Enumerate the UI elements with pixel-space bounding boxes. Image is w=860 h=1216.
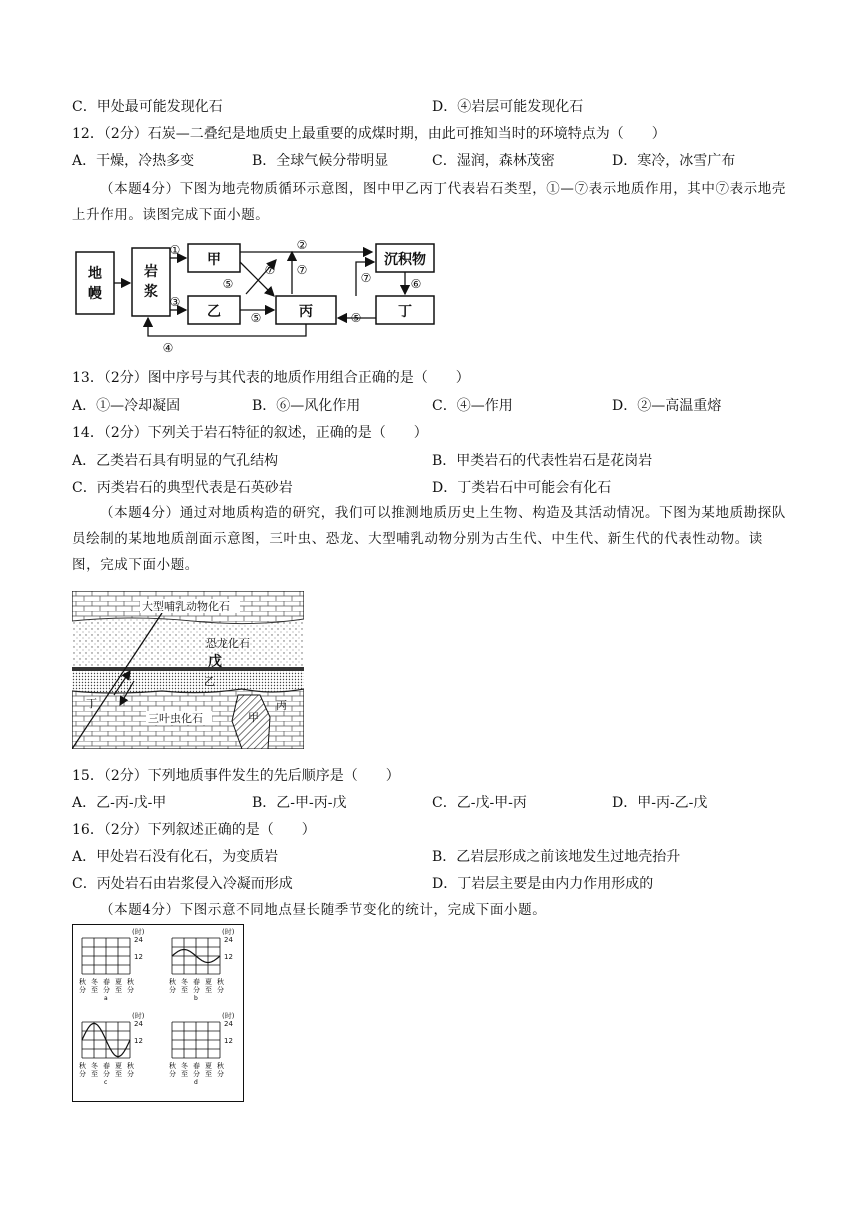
trilobite-fossil-label: 三叶虫化石 (148, 712, 203, 725)
process-5b-label: ⑤ (250, 311, 262, 325)
y-tick-24: 24 (134, 1020, 143, 1028)
x-tick-top: 夏 (205, 1062, 212, 1070)
x-tick-top: 夏 (205, 978, 212, 986)
q15-option-a: A．乙-丙-戊-甲 (72, 795, 167, 811)
x-tick-bottom: 分 (79, 986, 86, 994)
x-tick-bottom: 至 (181, 986, 188, 994)
x-tick-top: 秋 (127, 1062, 134, 1070)
process-5a-label: ⑤ (222, 277, 234, 291)
x-tick-bottom: 至 (205, 986, 212, 994)
x-tick-top: 春 (193, 978, 200, 986)
unit-label: (时) (222, 928, 235, 936)
mantle-box (76, 252, 114, 314)
y-tick-12: 12 (224, 1037, 233, 1045)
q16-option-a: A．甲处岩石没有化石，为变质岩 (72, 849, 279, 865)
x-tick-top: 冬 (181, 1062, 188, 1070)
jia-rock-label: 甲 (248, 711, 259, 724)
x-tick-top: 冬 (181, 978, 188, 986)
group1-intro: （本题4分）下图为地壳物质循环示意图，图中甲乙丙丁代表岩石类型，①—⑦表示地质作用，其中⑦表示地壳上升作用。读图完成下面小题。 (72, 181, 786, 223)
magma-box (132, 248, 170, 316)
process-7a-label: ⑦ (264, 263, 276, 277)
ding-layer-label: 丁 (86, 697, 97, 710)
q12-stem: 12．（2分）石炭—二叠纪是地质史上最重要的成煤时期，由此可推知当时的环境特点为（ ） (72, 126, 666, 142)
panel-letter: a (104, 995, 108, 1002)
day-length-charts (72, 924, 244, 1102)
q14-stem: 14．（2分）下列关于岩石特征的叙述，正确的是（ ） (72, 425, 428, 441)
mantle-label-1: 地 (88, 266, 102, 282)
process-7b-label: ⑦ (296, 263, 308, 277)
x-tick-bottom: 至 (205, 1070, 212, 1078)
x-tick-top: 秋 (79, 978, 86, 986)
x-tick-top: 夏 (115, 978, 122, 986)
x-tick-bottom: 分 (217, 1070, 224, 1078)
process-4-label: ④ (162, 341, 174, 355)
x-tick-top: 夏 (115, 1062, 122, 1070)
x-tick-top: 冬 (91, 978, 98, 986)
q16-option-d: D．丁岩层主要是由内力作用形成的 (432, 876, 654, 892)
q13-option-a: A．①—冷却凝固 (72, 398, 181, 414)
x-tick-top: 秋 (217, 1062, 224, 1070)
y-tick-12: 12 (134, 1037, 143, 1045)
x-tick-top: 秋 (79, 1062, 86, 1070)
group2-intro: （本题4分）通过对地质构造的研究，我们可以推测地质历史上生物、构造及其活动情况。下图为某地质勘探队员绘制的某地地质剖面示意图，三叶虫、恐龙、大型哺乳动物分别为古生代、中生代、新生代的代表性动物。读图，完成下面小题。 (72, 505, 786, 573)
group3-intro: （本题4分）下图示意不同地点昼长随季节变化的统计，完成下面小题。 (100, 902, 547, 918)
x-tick-top: 春 (193, 1062, 200, 1070)
q14-option-d: D．丁类岩石中可能会有化石 (432, 480, 612, 496)
magma-label-1: 岩 (144, 264, 158, 280)
x-tick-top: 秋 (169, 978, 176, 986)
q15-option-d: D．甲-丙-乙-戊 (612, 795, 708, 811)
x-tick-bottom: 分 (103, 1070, 110, 1078)
process-7c-label: ⑦ (360, 271, 372, 285)
q11-option-c: C．甲处最可能发现化石 (72, 99, 223, 115)
q13-option-c: C．④—作用 (432, 398, 513, 414)
process-5c-label: ⑤ (350, 311, 362, 325)
process-3-label: ③ (169, 295, 181, 309)
q15-option-c: C．乙-戊-甲-丙 (432, 795, 527, 811)
x-tick-bottom: 分 (193, 986, 200, 994)
x-tick-top: 秋 (217, 978, 224, 986)
mantle-label-2: 幔 (88, 286, 102, 302)
jia-label: 甲 (207, 252, 221, 268)
process-2-label: ② (296, 240, 308, 252)
q12-option-d: D．寒冷，冰雪广布 (612, 153, 736, 169)
yi-layer-label: 乙 (204, 675, 215, 688)
y-tick-24: 24 (224, 1020, 233, 1028)
q12-option-c: C．湿润，森林茂密 (432, 153, 555, 169)
unit-label: (时) (132, 928, 145, 936)
yi-label: 乙 (207, 304, 221, 320)
x-tick-top: 春 (103, 978, 110, 986)
x-tick-bottom: 分 (127, 986, 134, 994)
x-tick-bottom: 至 (181, 1070, 188, 1078)
x-tick-bottom: 至 (115, 1070, 122, 1078)
y-tick-24: 24 (134, 936, 143, 944)
x-tick-top: 冬 (91, 1062, 98, 1070)
q16-option-b: B．乙岩层形成之前该地发生过地壳抬升 (432, 849, 681, 865)
mammal-fossil-label: 大型哺乳动物化石 (142, 600, 230, 613)
wu-label: 戊 (208, 654, 222, 670)
geologic-section-diagram (72, 591, 304, 749)
y-tick-24: 24 (224, 936, 233, 944)
x-tick-bottom: 分 (169, 1070, 176, 1078)
dinosaur-fossil-label: 恐龙化石 (206, 637, 250, 650)
x-tick-bottom: 分 (79, 1070, 86, 1078)
x-tick-top: 春 (103, 1062, 110, 1070)
panel-letter: c (104, 1079, 108, 1086)
process-1-label: ① (169, 243, 181, 257)
unit-label: (时) (222, 1012, 235, 1020)
x-tick-top: 秋 (169, 1062, 176, 1070)
q13-stem: 13．（2分）图中序号与其代表的地质作用组合正确的是（ ） (72, 370, 470, 386)
q12-option-a: A．干燥，冷热多变 (72, 153, 195, 169)
x-tick-top: 秋 (127, 978, 134, 986)
panel-letter: b (194, 995, 198, 1002)
process-6-label: ⑥ (410, 277, 422, 291)
x-tick-bottom: 分 (217, 986, 224, 994)
x-tick-bottom: 至 (91, 986, 98, 994)
q11-option-d: D．④岩层可能发现化石 (432, 99, 584, 115)
bing-rock-label: 丙 (276, 699, 287, 712)
y-tick-12: 12 (134, 953, 143, 961)
q16-option-c: C．丙处岩石由岩浆侵入冷凝而形成 (72, 876, 293, 892)
x-tick-bottom: 至 (115, 986, 122, 994)
x-tick-bottom: 分 (193, 1070, 200, 1078)
q15-stem: 15．（2分）下列地质事件发生的先后顺序是（ ） (72, 768, 400, 784)
q14-option-a: A．乙类岩石具有明显的气孔结构 (72, 453, 279, 469)
q13-option-d: D．②—高温重熔 (612, 398, 722, 414)
rock-cycle-diagram (70, 240, 442, 358)
x-tick-bottom: 分 (169, 986, 176, 994)
q16-stem: 16．（2分）下列叙述正确的是（ ） (72, 822, 316, 838)
ding-label: 丁 (398, 304, 412, 320)
panel-letter: d (194, 1079, 198, 1086)
x-tick-bottom: 分 (127, 1070, 134, 1078)
magma-label-2: 浆 (144, 284, 158, 300)
q15-option-b: B．乙-甲-丙-戊 (252, 795, 347, 811)
x-tick-bottom: 分 (103, 986, 110, 994)
q14-option-c: C．丙类岩石的典型代表是石英砂岩 (72, 480, 293, 496)
sediment-label: 沉积物 (384, 252, 426, 268)
q12-option-b: B．全球气候分带明显 (252, 153, 389, 169)
q14-option-b: B．甲类岩石的代表性岩石是花岗岩 (432, 453, 653, 469)
y-tick-12: 12 (224, 953, 233, 961)
bing-label: 丙 (299, 304, 313, 320)
x-tick-bottom: 至 (91, 1070, 98, 1078)
unit-label: (时) (132, 1012, 145, 1020)
q13-option-b: B．⑥—风化作用 (252, 398, 361, 414)
